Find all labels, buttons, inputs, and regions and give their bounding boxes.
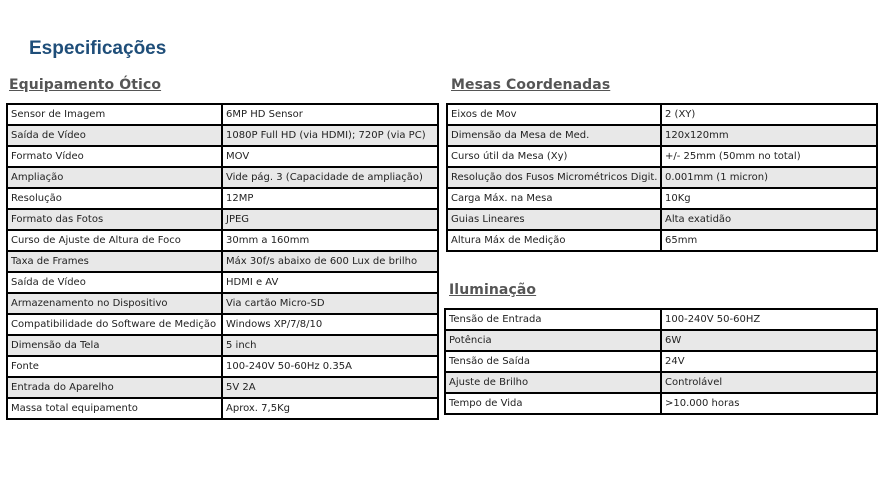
- spec-label: Formato Vídeo: [7, 146, 222, 167]
- spec-label: Compatibilidade do Software de Medição: [7, 314, 222, 335]
- spec-label: Tempo de Vida: [445, 393, 661, 414]
- spec-value: Controlável: [661, 372, 877, 393]
- spec-value: +/- 25mm (50mm no total): [661, 146, 877, 167]
- spec-label: Ampliação: [7, 167, 222, 188]
- lighting-row: [445, 393, 877, 414]
- optical-row: [7, 272, 438, 293]
- spec-value: 6W: [661, 330, 877, 351]
- spec-label: Resolução: [7, 188, 222, 209]
- spec-value: 6MP HD Sensor: [222, 104, 438, 125]
- optical-row: [7, 335, 438, 356]
- optical-row: [7, 125, 438, 146]
- spec-label: Taxa de Frames: [7, 251, 222, 272]
- spec-label: Tensão de Saída: [445, 351, 661, 372]
- spec-value: 2 (XY): [661, 104, 877, 125]
- spec-value: 10Kg: [661, 188, 877, 209]
- spec-label: Carga Máx. na Mesa: [447, 188, 661, 209]
- spec-value: 100-240V 50-60Hz 0.35A: [222, 356, 438, 377]
- tables-row: [447, 230, 877, 251]
- spec-label: Armazenamento no Dispositivo: [7, 293, 222, 314]
- spec-value: Vide pág. 3 (Capacidade de ampliação): [222, 167, 438, 188]
- spec-label: Resolução dos Fusos Micrométricos Digit.: [447, 167, 661, 188]
- spec-value: 12MP: [222, 188, 438, 209]
- spec-label: Sensor de Imagem: [7, 104, 222, 125]
- optical-row: [7, 356, 438, 377]
- spec-label: Entrada do Aparelho: [7, 377, 222, 398]
- lighting-heading: Iluminação: [449, 282, 537, 298]
- spec-label: Curso útil da Mesa (Xy): [447, 146, 661, 167]
- spec-label: Dimensão da Tela: [7, 335, 222, 356]
- spec-label: Formato das Fotos: [7, 209, 222, 230]
- spec-label: Altura Máx de Medição: [447, 230, 661, 251]
- spec-value: Via cartão Micro-SD: [222, 293, 438, 314]
- optical-row: [7, 167, 438, 188]
- optical-row: [7, 314, 438, 335]
- tables-row: [447, 209, 877, 230]
- lighting-spec-table: [444, 308, 878, 415]
- spec-value: >10.000 horas: [661, 393, 877, 414]
- optical-row: [7, 146, 438, 167]
- spec-label: Massa total equipamento: [7, 398, 222, 419]
- spec-value: Alta exatidão: [661, 209, 877, 230]
- spec-value: Windows XP/7/8/10: [222, 314, 438, 335]
- spec-label: Fonte: [7, 356, 222, 377]
- lighting-row: [445, 330, 877, 351]
- coordinate-tables-spec-table: [446, 103, 878, 252]
- spec-value: 65mm: [661, 230, 877, 251]
- spec-label: Saída de Vídeo: [7, 272, 222, 293]
- lighting-row: [445, 351, 877, 372]
- spec-value: HDMI e AV: [222, 272, 438, 293]
- optical-row: [7, 293, 438, 314]
- spec-value: 1080P Full HD (via HDMI); 720P (via PC): [222, 125, 438, 146]
- spec-label: Eixos de Mov: [447, 104, 661, 125]
- optical-spec-table: [6, 103, 439, 420]
- spec-label: Curso de Ajuste de Altura de Foco: [7, 230, 222, 251]
- tables-row: [447, 104, 877, 125]
- optical-row: [7, 209, 438, 230]
- optical-row: [7, 188, 438, 209]
- lighting-row: [445, 372, 877, 393]
- spec-value: Máx 30f/s abaixo de 600 Lux de brilho: [222, 251, 438, 272]
- spec-label: Potência: [445, 330, 661, 351]
- spec-label: Dimensão da Mesa de Med.: [447, 125, 661, 146]
- tables-row: [447, 167, 877, 188]
- spec-value: 24V: [661, 351, 877, 372]
- spec-value: 100-240V 50-60HZ: [661, 309, 877, 330]
- spec-value: 5 inch: [222, 335, 438, 356]
- spec-value: 0.001mm (1 micron): [661, 167, 877, 188]
- tables-heading: Mesas Coordenadas: [451, 77, 611, 93]
- spec-value: 30mm a 160mm: [222, 230, 438, 251]
- optical-row: [7, 398, 438, 419]
- lighting-row: [445, 309, 877, 330]
- optical-heading: Equipamento Ótico: [9, 77, 162, 93]
- tables-row: [447, 146, 877, 167]
- spec-label: Saída de Vídeo: [7, 125, 222, 146]
- page-title: Especificações: [29, 38, 167, 59]
- spec-value: Aprox. 7,5Kg: [222, 398, 438, 419]
- spec-label: Ajuste de Brilho: [445, 372, 661, 393]
- optical-row: [7, 251, 438, 272]
- tables-row: [447, 125, 877, 146]
- spec-value: MOV: [222, 146, 438, 167]
- spec-value: JPEG: [222, 209, 438, 230]
- optical-row: [7, 230, 438, 251]
- spec-value: 5V 2A: [222, 377, 438, 398]
- optical-row: [7, 104, 438, 125]
- optical-row: [7, 377, 438, 398]
- tables-row: [447, 188, 877, 209]
- spec-label: Guias Lineares: [447, 209, 661, 230]
- spec-value: 120x120mm: [661, 125, 877, 146]
- spec-label: Tensão de Entrada: [445, 309, 661, 330]
